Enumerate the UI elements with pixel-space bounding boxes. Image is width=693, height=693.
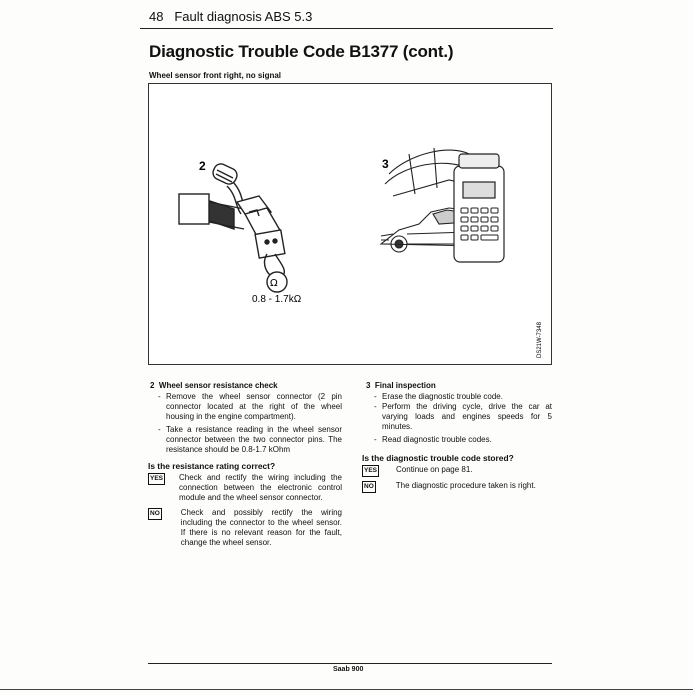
left-column <box>150 381 342 455</box>
step-2-number: 2 <box>150 381 155 390</box>
yes-tag: YES <box>148 473 165 485</box>
list-item: - Read diagnostic trouble codes. <box>374 435 492 444</box>
left-question: Is the resistance rating correct? <box>148 461 276 471</box>
step-2-title: Wheel sensor resistance check <box>158 381 278 390</box>
page-title: Diagnostic Trouble Code B1377 (cont.) <box>149 42 454 61</box>
answer-no <box>362 481 552 493</box>
answer-text: Check and possibly rectify the wiring including the connector to the wheel sensor. If there is no relevant reason for the fault, change the wheel sensor. <box>180 508 342 547</box>
step-3-title: Final inspection <box>374 381 436 390</box>
header-divider <box>140 28 553 29</box>
resistance-value-label: 0.8 - 1.7kΩ <box>252 294 302 305</box>
page-subtitle: Wheel sensor front right, no signal <box>149 71 282 80</box>
yes-tag: YES <box>362 465 379 477</box>
answer-no <box>148 508 342 548</box>
step-3-heading <box>366 381 552 391</box>
right-column <box>366 381 552 445</box>
page-number: 48 <box>149 9 164 24</box>
no-tag: NO <box>362 481 376 493</box>
step-3-number: 3 <box>366 381 371 390</box>
right-answers <box>362 465 552 493</box>
left-answers <box>148 473 342 548</box>
no-tag: NO <box>148 508 162 520</box>
figure-step-3-number: 3 <box>382 157 389 171</box>
answer-yes <box>362 465 552 477</box>
illustration-figure <box>148 83 552 365</box>
diagnostic-tester-illustration <box>454 154 504 262</box>
illustration-drawing <box>149 84 551 364</box>
page-header <box>149 9 312 24</box>
section-title: Fault diagnosis ABS 5.3 <box>174 9 313 24</box>
answer-text: Continue on page 81. <box>396 465 473 474</box>
figure-step-2-number: 2 <box>199 159 206 173</box>
step-2-heading <box>150 381 342 391</box>
footer-divider <box>148 663 552 664</box>
list-item: - Perform the driving cycle, drive the car at varying loads and engines speeds for 5 minutes. <box>374 402 552 431</box>
footer-model: Saab 900 <box>333 666 364 673</box>
ohm-symbol: Ω <box>270 278 278 289</box>
list-item: - Erase the diagnostic trouble code. <box>374 392 503 401</box>
wheel-sensor-connector-illustration <box>179 162 287 292</box>
list-item: - Remove the wheel sensor connector (2 pin connector located at the right of the wheel housing in the engine compartment). <box>158 392 342 421</box>
page-bottom-edge <box>0 689 693 690</box>
answer-yes <box>148 473 342 503</box>
list-item: - Take a resistance reading in the wheel sensor connector between the two connector pins. The resistance should be 0.8-1.7 kOhm <box>158 425 342 454</box>
answer-text: Check and rectify the wiring including the connection between the electronic control module and the wheel sensor connector. <box>179 473 342 502</box>
right-question: Is the diagnostic trouble code stored? <box>362 453 514 463</box>
answer-text: The diagnostic procedure taken is right. <box>395 481 536 490</box>
figure-code: DS21W-7348 <box>537 322 543 358</box>
